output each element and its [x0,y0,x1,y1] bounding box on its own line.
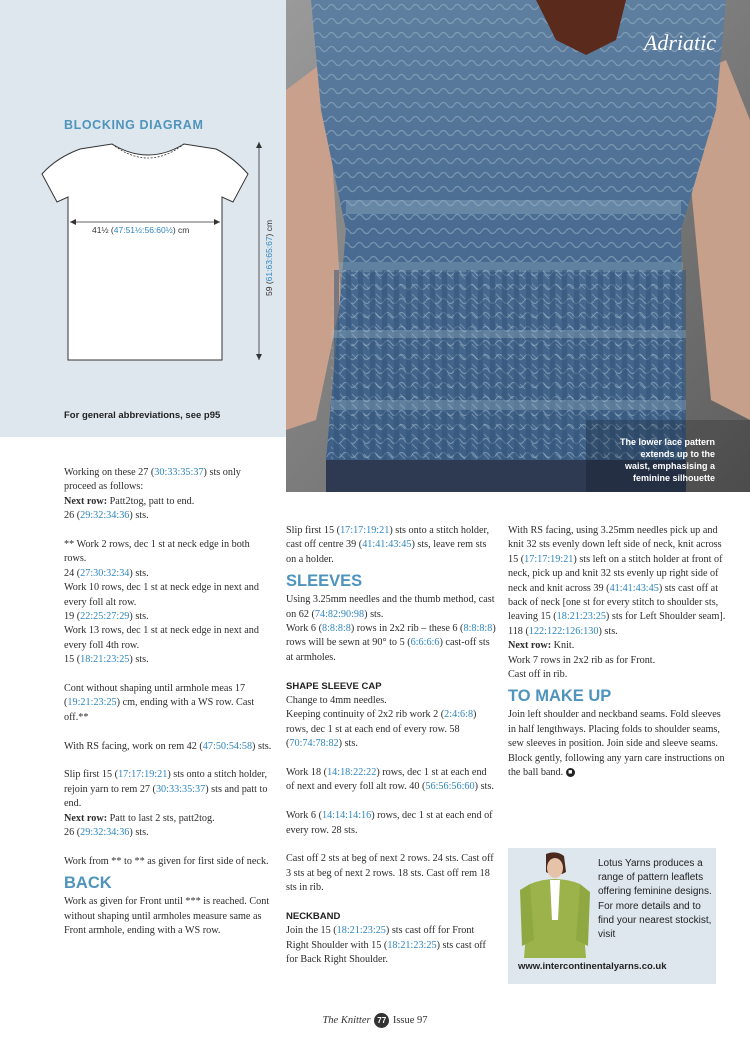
text-column-3 [508,524,728,781]
paragraph: Join left shoulder and neckband seams. Fold sleeves in half lengthways. Placing folds to shoulder seams, sew sleeves in position. Join side and sleeve seams. Block gently, following any yarn care instructions on the ball band. ■ [508,709,725,779]
paragraph: 15 (18:21:23:25) sts. [64,654,149,666]
text-column-1 [64,466,274,939]
subheading-sleeve-cap: SHAPE SLEEVE CAP [286,680,382,692]
blocking-diagram-panel [0,0,286,437]
promo-link[interactable]: www.intercontinentalyarns.co.uk [518,961,667,972]
section-heading-back: BACK [64,874,112,893]
promo-photo [512,850,596,958]
garment-outline [42,144,248,360]
text-column-2 [286,524,496,968]
height-label: 59 (61:63:65:67) cm [264,219,274,296]
page-number: 77 [374,1013,389,1028]
photo-caption: The lower lace pattern extends up to the waist, emphasising a feminine silhouette [619,437,715,483]
paragraph: 24 (27:30:32:34) sts. [64,567,149,579]
paragraph: 26 (29:32:34:36) sts. [64,827,149,839]
paragraph: Keeping continuity of 2x2 rib work 2 (2:4:6:8) rows, dec 1 st at each end of every row. 58 (70:74:78:82) sts. [286,709,477,750]
blocking-diagram [36,136,281,371]
paragraph: Slip first 15 (17:17:19:21) sts onto a stitch holder, cast off centre 39 (41:41:43:45) sts, leave rem sts on a holder. [286,525,490,565]
abbreviations-note: For general abbreviations, see p95 [64,410,221,421]
photo-illustration [286,0,750,492]
diagram-title: BLOCKING DIAGRAM [64,118,204,132]
paragraph: Slip first 15 (17:17:19:21) sts onto a stitch holder, rejoin yarn to rem 27 (30:33:35:37) sts and patt to end. [64,769,268,810]
paragraph: Work 13 rows, dec 1 st at neck edge in next and every foll 4th row. [64,625,259,651]
promo-text: Lotus Yarns produces a range of pattern leaflets offering feminine designs. For more details and to find your nearest stockist, visit [598,858,712,941]
paragraph: Cast off in rib. [508,669,568,681]
paragraph: Cast off 2 sts at beg of next 2 rows. 24 sts. Cast off 3 sts at beg of next 2 rows. 18 sts. Cast off rem 18 sts in rib. [286,853,494,894]
paragraph: 19 (22:25:27:29) sts. [64,611,149,623]
paragraph: Work 10 rows, dec 1 st at neck edge in next and every foll alt row. [64,582,259,608]
subheading-neckband: NECKBAND [286,911,341,923]
paragraph: With RS facing, work on rem 42 (47:50:54:58) sts. [64,740,272,752]
paragraph: Change to 4mm needles. [286,695,387,707]
section-heading-make-up: TO MAKE UP [508,687,612,706]
pattern-title: Adriatic [643,30,716,55]
paragraph: ** Work 2 rows, dec 1 st at neck edge in both rows. [64,539,250,565]
issue-number: Issue 97 [392,1014,428,1026]
yarn-promo-box [508,848,716,984]
paragraph: Work as given for Front until *** is reached. Cont without shaping until armholes measure same as Front armhole, ending with a WS row. [64,896,270,937]
paragraph: 118 (122:122:126:130) sts. [508,625,618,637]
paragraph: Cont without shaping until armhole meas 17 (19:21:23:25) cm, ending with a WS row. Cast off.** [64,683,255,723]
paragraph: Working on these 27 (30:33:35:37) sts only proceed as follows: [64,467,241,493]
paragraph: Using 3.25mm needles and the thumb method, cast on 62 (74:82:90:98) sts. [286,594,495,620]
paragraph: Next row: Patt2tog, patt to end. [64,495,195,507]
width-label: 41½ (47:51½:56:60½) cm [92,225,190,235]
paragraph: Work from ** to ** as given for first side of neck. [64,855,269,867]
garment-photo [286,0,750,492]
magazine-name: The Knitter [322,1014,371,1026]
paragraph: Work 6 (14:14:14:16) rows, dec 1 st at each end of every row. 28 sts. [286,810,493,836]
paragraph: Work 6 (8:8:8:8) rows in 2x2 rib – these 6 (8:8:8:8) rows will be sewn at 90° to 5 (6:6:6:6) cast-off sts at armholes. [286,623,496,663]
paragraph: Next row: Patt to last 2 sts, patt2tog. [64,812,215,824]
paragraph: Work 18 (14:18:22:22) rows, dec 1 st at each end of next and every foll alt row. 40 (56:56:56:60) sts. [286,767,494,793]
section-heading-sleeves: SLEEVES [286,572,363,591]
paragraph: 26 (29:32:34:36) sts. [64,510,149,522]
end-mark-icon: ■ [566,768,575,777]
paragraph: Work 7 rows in 2x2 rib as for Front. [508,654,656,666]
page-footer [0,1013,750,1028]
paragraph: Join the 15 (18:21:23:25) sts cast off for Front Right Shoulder with 15 (18:21:23:25) sts cast off for Back Right Shoulder. [286,925,486,966]
paragraph: Next row: Knit. [508,640,575,652]
paragraph: With RS facing, using 3.25mm needles pick up and knit 32 sts evenly down left side of neck, knit across 15 (17:17:19:21) sts left on a stitch holder at front of neck, pick up and knit 32 sts evenly up right side of neck and knit across 39 (41:41:43:45) sts cast off at back of neck [one st for every stitch to shoulder sts, leaving 15 (18:21:23:25) sts for Left Shoulder seam]. [508,525,726,623]
